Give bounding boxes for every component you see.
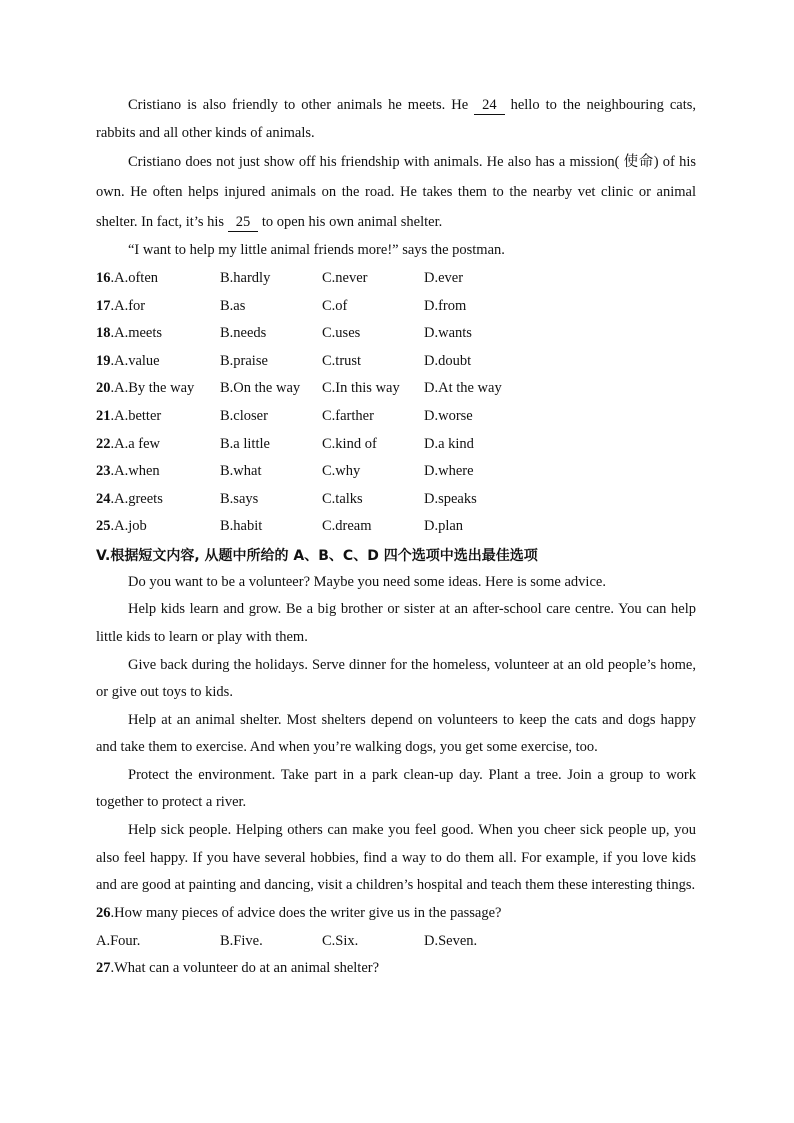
question-26-options [96,927,696,955]
passage-paragraph: Do you want to be a volunteer? Maybe you need some ideas. Here is some advice. [128,573,606,590]
option-row: 18.A.meets B.needs C.uses D.wants [96,325,472,342]
option-a: A.Four. [96,932,141,949]
passage-paragraph: “I want to help my little animal friends more!” says the postman. [128,242,505,259]
option-row: 19.A.value B.praise C.trust D.doubt [96,352,472,369]
document-page [96,92,696,983]
option-b: B.Five. [220,932,263,949]
option-row: 21.A.better B.closer C.farther D.worse [96,408,473,425]
passage-paragraph: Cristiano is also friendly to other animals he meets. He 24 hello to the neighbouring cats, rabbits and all other kinds of animals. [96,97,696,141]
answer-blank: 25 [228,213,259,232]
option-row: 23.A.when B.what C.why D.where [96,463,474,480]
option-row: 22.A.a few B.a little C.kind of D.a kind [96,435,474,452]
question-26: 26.How many pieces of advice does the writer give us in the passage? [96,904,502,921]
passage-paragraph: Cristiano does not just show off his friendship with animals. He also has a mission( 使命) of his own. He often helps injured animals on the road. He takes them to the nearby vet clinic or animal shelter. In fact, it’s his 25 to open his own animal shelter. [96,154,696,231]
passage-paragraph: Help at an animal shelter. Most shelters depend on volunteers to keep the cats and dogs happy and take them to exercise. And when you’re walking dogs, you get some exercise, too. [96,711,696,756]
section-heading: V.根据短文内容, 从题中所给的 A、B、C、D 四个选项中选出最佳选项 [96,547,538,564]
answer-blank: 24 [474,96,505,115]
passage-paragraph: Help sick people. Helping others can make you feel good. When you cheer sick people up, you also feel happy. If you have several hobbies, find a way to do them all. For example, if you love kids and are good at painting and dancing, visit a children’s hospital and teach them these interesting things. [96,822,696,894]
option-c: C.Six. [322,932,359,949]
options-list [96,265,696,541]
question-27: 27.What can a volunteer do at an animal shelter? [96,960,380,977]
passage-paragraph: Give back during the holidays. Serve dinner for the homeless, volunteer at an old people’s home, or give out toys to kids. [96,656,696,701]
option-row: 17.A.for B.as C.of D.from [96,297,467,314]
option-row: 25.A.job B.habit C.dream D.plan [96,518,464,535]
passage-paragraph: Protect the environment. Take part in a park clean-up day. Plant a tree. Join a group to work together to protect a river. [96,766,696,811]
option-row: 20.A.By the way B.On the way C.In this way D.At the way [96,380,502,397]
passage-paragraph: Help kids learn and grow. Be a big brother or sister at an after-school care centre. You can help little kids to learn or play with them. [96,601,696,645]
option-row: 16.A.often B.hardly C.never D.ever [96,270,464,287]
option-d: D.Seven. [424,932,478,949]
option-row: 24.A.greets B.says C.talks D.speaks [96,490,477,507]
